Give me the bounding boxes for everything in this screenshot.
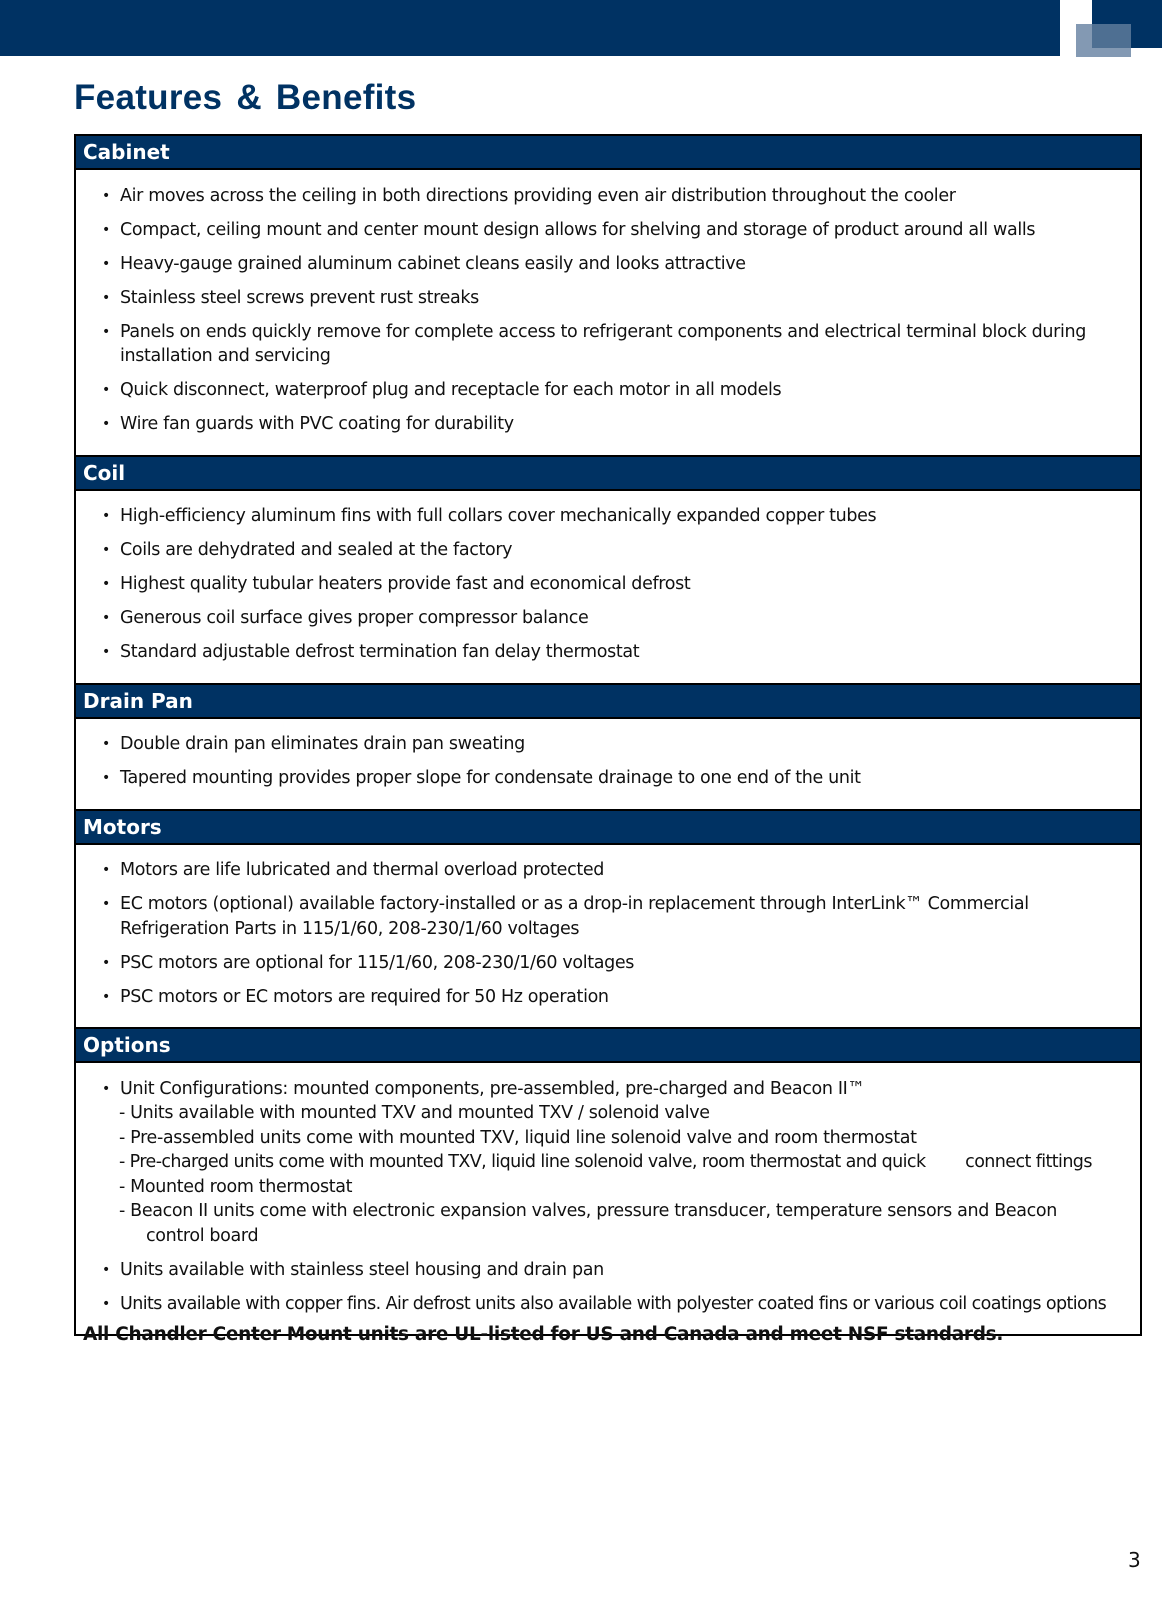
list-item: • High-efficiency aluminum fins with full collars cover mechanically expanded copper tubes (76, 504, 1140, 529)
certification-note: All Chandler Center Mount units are UL-listed for US and Canada and meet NSF standards. (83, 1324, 1004, 1345)
list-item: • Panels on ends quickly remove for complete access to refrigerant components and electrical terminal block during installation and servicing (76, 320, 1140, 369)
list-item: • Motors are life lubricated and thermal overload protected (76, 858, 1140, 883)
section-body-options (76, 1063, 1140, 1334)
section-heading-cabinet: Cabinet (76, 136, 1140, 170)
list-item: • Standard adjustable defrost termination fan delay thermostat (76, 640, 1140, 665)
header-bar (0, 0, 1060, 56)
sub-item: - Pre-assembled units come with mounted TXV, liquid line solenoid valve and room thermostat (119, 1127, 917, 1148)
features-table (74, 134, 1142, 1336)
list-item: • Quick disconnect, waterproof plug and receptacle for each motor in all models (76, 378, 1140, 403)
sub-item: - Mounted room thermostat (119, 1176, 353, 1197)
section-body-cabinet (76, 170, 1140, 457)
list-item: • Units available with copper fins. Air defrost units also available with polyester coated fins or various coil coatings options (76, 1292, 1140, 1317)
sub-item: - Units available with mounted TXV and mounted TXV / solenoid valve (119, 1103, 710, 1123)
sub-item: - Pre-charged units come with mounted TXV, liquid line solenoid valve, room thermostat and quick connect fittings (119, 1152, 1092, 1172)
list-item: • Stainless steel screws prevent rust streaks (76, 286, 1140, 311)
list-item: • Units available with stainless steel housing and drain pan (76, 1258, 1140, 1283)
sub-item: - Beacon II units come with electronic expansion valves, pressure transducer, temperature sensors and Beacon (119, 1201, 1058, 1221)
section-body-motors (76, 845, 1140, 1030)
list-item: • PSC motors or EC motors are required for 50 Hz operation (76, 985, 1140, 1010)
page-number: 3 (1128, 1548, 1141, 1572)
section-body-coil (76, 491, 1140, 685)
list-item: • Coils are dehydrated and sealed at the factory (76, 538, 1140, 563)
list-item: • EC motors (optional) available factory-installed or as a drop-in replacement through InterLink™ Commercial Refrigeration Parts in 115/1/60, 208-230/1/60 voltages (76, 892, 1140, 941)
list-item: • Tapered mounting provides proper slope for condensate drainage to one end of the unit (76, 766, 1140, 791)
list-item: • Double drain pan eliminates drain pan sweating (76, 732, 1140, 757)
list-item: • Unit Configurations: mounted components, pre-assembled, pre-charged and Beacon II™ (76, 1077, 1140, 1102)
list-item: • Heavy-gauge grained aluminum cabinet cleans easily and looks attractive (76, 252, 1140, 277)
list-item: • Wire fan guards with PVC coating for durability (76, 412, 1140, 437)
sub-item: control board (146, 1225, 259, 1246)
section-heading-motors: Motors (76, 811, 1140, 845)
list-item: • Generous coil surface gives proper compressor balance (76, 606, 1140, 631)
decorative-square (1092, 24, 1131, 48)
section-heading-drain-pan: Drain Pan (76, 685, 1140, 719)
section-body-drain-pan (76, 719, 1140, 811)
list-item: • Air moves across the ceiling in both directions providing even air distribution throughout the cooler (76, 184, 1140, 209)
section-heading-options: Options (76, 1029, 1140, 1063)
section-heading-coil: Coil (76, 457, 1140, 491)
list-item: • Compact, ceiling mount and center mount design allows for shelving and storage of product around all walls (76, 218, 1140, 243)
list-item: • PSC motors are optional for 115/1/60, 208-230/1/60 voltages (76, 951, 1140, 976)
list-item: • Highest quality tubular heaters provide fast and economical defrost (76, 572, 1140, 597)
page-title: Features & Benefits (74, 78, 417, 117)
